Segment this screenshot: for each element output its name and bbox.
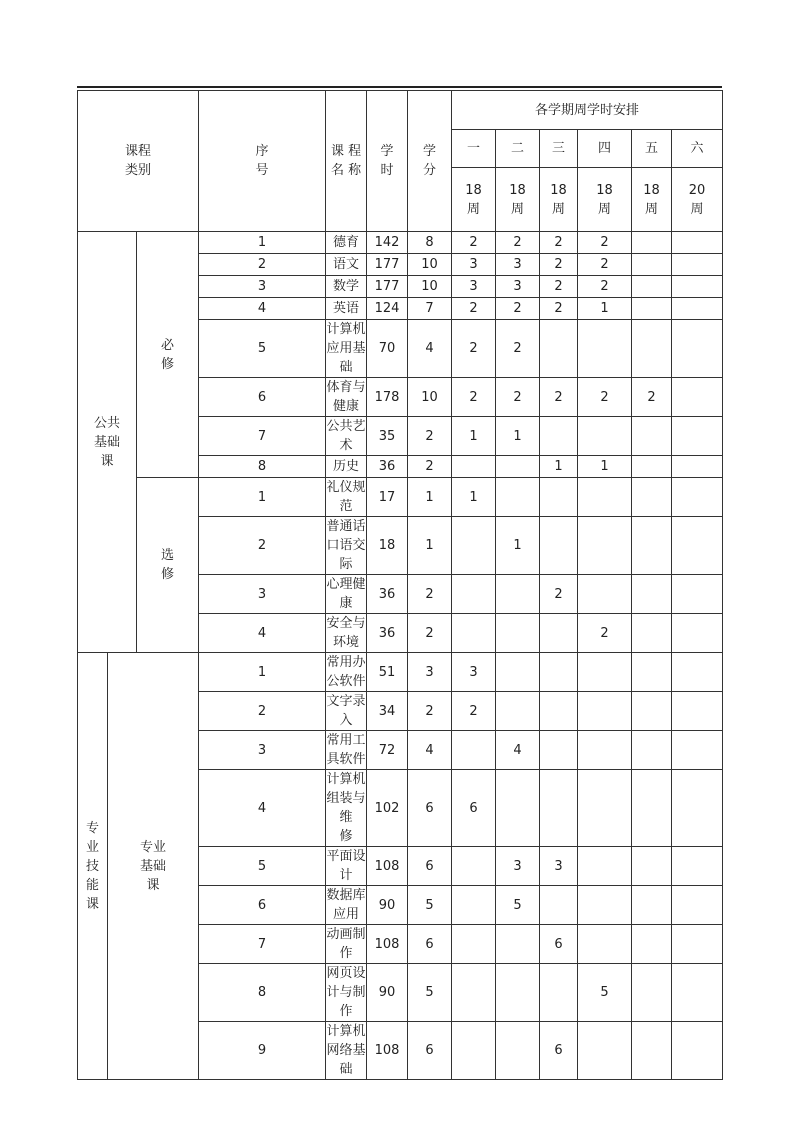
course-name: 体育与健康: [326, 378, 367, 417]
semester-2-hours: [496, 653, 540, 692]
semester-3-hours: 1: [540, 456, 578, 478]
course-credits: 7: [408, 298, 452, 320]
semester-2-hours: [496, 692, 540, 731]
course-seq: 5: [199, 320, 326, 378]
course-hours: 72: [367, 731, 408, 770]
semester-1-hours: 3: [452, 276, 496, 298]
course-seq: 2: [199, 692, 326, 731]
course-seq: 9: [199, 1022, 326, 1080]
semester-5-hours: [632, 478, 672, 517]
course-seq: 8: [199, 964, 326, 1022]
semester-2-hours: 4: [496, 731, 540, 770]
semester-5-hours: [632, 964, 672, 1022]
semester-3-hours: [540, 614, 578, 653]
semester-3-hours: 2: [540, 232, 578, 254]
semester-5-hours: [632, 886, 672, 925]
course-credits: 2: [408, 692, 452, 731]
semester-6-hours: [672, 886, 723, 925]
semester-3-hours: 2: [540, 276, 578, 298]
course-name: 计算机网络基础: [326, 1022, 367, 1080]
semester-1-hours: [452, 847, 496, 886]
semester-4-header: 四: [578, 130, 632, 168]
semester-4-hours: [578, 847, 632, 886]
semester-6-hours: [672, 517, 723, 575]
semester-6-hours: [672, 925, 723, 964]
semester-6-hours: [672, 320, 723, 378]
semester-5-hours: [632, 320, 672, 378]
semester-2-hours: 3: [496, 847, 540, 886]
course-credits: 5: [408, 886, 452, 925]
course-hours: 124: [367, 298, 408, 320]
semester-1-hours: 1: [452, 417, 496, 456]
semester-2-hours: 2: [496, 232, 540, 254]
semester-6-hours: [672, 575, 723, 614]
semester-1-hours: 2: [452, 692, 496, 731]
semester-3-hours: [540, 886, 578, 925]
semester-5-weeks: 18 周: [632, 168, 672, 232]
course-hours: 177: [367, 276, 408, 298]
semester-3-hours: 2: [540, 254, 578, 276]
semester-2-hours: [496, 456, 540, 478]
semester-4-hours: 2: [578, 276, 632, 298]
semester-1-hours: 2: [452, 232, 496, 254]
semester-2-hours: [496, 925, 540, 964]
course-hours: 108: [367, 1022, 408, 1080]
semester-6-hours: [672, 731, 723, 770]
semester-4-hours: [578, 320, 632, 378]
semester-2-hours: 5: [496, 886, 540, 925]
course-credits: 2: [408, 456, 452, 478]
semester-6-hours: [672, 653, 723, 692]
semester-4-hours: [578, 692, 632, 731]
course-name: 数据库应用: [326, 886, 367, 925]
semester-5-hours: [632, 517, 672, 575]
header-hours: 学 时: [367, 91, 408, 232]
semester-4-hours: 1: [578, 456, 632, 478]
course-row: [78, 653, 723, 692]
course-name: 计算机组装与维 修: [326, 770, 367, 847]
semester-5-hours: [632, 731, 672, 770]
course-credits: 4: [408, 731, 452, 770]
semester-5-hours: [632, 847, 672, 886]
semester-4-hours: [578, 1022, 632, 1080]
semester-3-hours: 6: [540, 925, 578, 964]
semester-4-hours: [578, 925, 632, 964]
course-credits: 10: [408, 276, 452, 298]
course-credits: 10: [408, 254, 452, 276]
semester-2-weeks: 18 周: [496, 168, 540, 232]
course-credits: 1: [408, 517, 452, 575]
semester-6-weeks: 20 周: [672, 168, 723, 232]
semester-1-hours: [452, 964, 496, 1022]
semester-1-hours: [452, 925, 496, 964]
semester-5-hours: [632, 298, 672, 320]
semester-5-hours: [632, 1022, 672, 1080]
semester-4-hours: [578, 731, 632, 770]
course-seq: 4: [199, 614, 326, 653]
semester-2-header: 二: [496, 130, 540, 168]
semester-3-weeks: 18 周: [540, 168, 578, 232]
semester-6-hours: [672, 456, 723, 478]
compulsory-subcategory: 必 修: [137, 232, 199, 478]
semester-4-hours: 1: [578, 298, 632, 320]
course-hours: 90: [367, 964, 408, 1022]
semester-6-header: 六: [672, 130, 723, 168]
course-name: 数学: [326, 276, 367, 298]
semester-1-hours: 3: [452, 653, 496, 692]
course-seq: 1: [199, 478, 326, 517]
semester-6-hours: [672, 964, 723, 1022]
semester-1-hours: 3: [452, 254, 496, 276]
semester-6-hours: [672, 254, 723, 276]
semester-4-weeks: 18 周: [578, 168, 632, 232]
course-credits: 6: [408, 847, 452, 886]
public-basic-category: 公共 基础 课: [78, 232, 137, 653]
semester-6-hours: [672, 478, 723, 517]
semester-4-hours: [578, 770, 632, 847]
course-hours: 108: [367, 847, 408, 886]
semester-4-hours: 2: [578, 614, 632, 653]
header-category: 课程 类别: [78, 91, 199, 232]
course-hours: 178: [367, 378, 408, 417]
course-hours: 51: [367, 653, 408, 692]
course-credits: 4: [408, 320, 452, 378]
semester-1-hours: 2: [452, 378, 496, 417]
semester-1-hours: [452, 731, 496, 770]
semester-3-hours: 3: [540, 847, 578, 886]
semester-6-hours: [672, 847, 723, 886]
semester-1-weeks: 18 周: [452, 168, 496, 232]
course-name: 普通话口语交际: [326, 517, 367, 575]
top-rule: [77, 86, 722, 88]
semester-5-hours: [632, 456, 672, 478]
course-hours: 70: [367, 320, 408, 378]
semester-1-hours: 2: [452, 298, 496, 320]
semester-1-hours: 6: [452, 770, 496, 847]
professional-category: 专 业 技 能 课: [78, 653, 108, 1080]
course-seq: 4: [199, 298, 326, 320]
semester-4-hours: [578, 886, 632, 925]
semester-1-hours: 1: [452, 478, 496, 517]
course-hours: 177: [367, 254, 408, 276]
course-name: 文字录入: [326, 692, 367, 731]
semester-2-hours: [496, 614, 540, 653]
course-seq: 7: [199, 925, 326, 964]
course-name: 安全与环境: [326, 614, 367, 653]
semester-2-hours: 1: [496, 517, 540, 575]
course-credits: 6: [408, 925, 452, 964]
course-credits: 6: [408, 770, 452, 847]
semester-5-hours: [632, 614, 672, 653]
semester-6-hours: [672, 1022, 723, 1080]
semester-3-hours: [540, 692, 578, 731]
course-seq: 1: [199, 653, 326, 692]
course-seq: 3: [199, 276, 326, 298]
semester-3-hours: [540, 478, 578, 517]
semester-4-hours: [578, 517, 632, 575]
course-hours: 36: [367, 614, 408, 653]
semester-1-hours: [452, 1022, 496, 1080]
course-seq: 6: [199, 378, 326, 417]
course-name: 网页设计与制作: [326, 964, 367, 1022]
course-credits: 10: [408, 378, 452, 417]
elective-subcategory: 选 修: [137, 478, 199, 653]
semester-1-hours: [452, 456, 496, 478]
semester-3-hours: [540, 417, 578, 456]
semester-6-hours: [672, 770, 723, 847]
course-hours: 108: [367, 925, 408, 964]
course-credits: 2: [408, 417, 452, 456]
semester-6-hours: [672, 276, 723, 298]
course-credits: 6: [408, 1022, 452, 1080]
course-name: 德育: [326, 232, 367, 254]
course-hours: 34: [367, 692, 408, 731]
curriculum-table: [77, 90, 723, 1080]
semester-4-hours: [578, 478, 632, 517]
semester-3-hours: [540, 731, 578, 770]
course-name: 常用办公软件: [326, 653, 367, 692]
course-seq: 3: [199, 575, 326, 614]
course-name: 语文: [326, 254, 367, 276]
semester-1-hours: 2: [452, 320, 496, 378]
semester-3-hours: [540, 770, 578, 847]
semester-5-hours: [632, 770, 672, 847]
course-hours: 35: [367, 417, 408, 456]
course-row: [78, 232, 723, 254]
course-name: 历史: [326, 456, 367, 478]
semester-3-hours: [540, 320, 578, 378]
course-name: 动画制作: [326, 925, 367, 964]
course-hours: 142: [367, 232, 408, 254]
semester-2-hours: 2: [496, 298, 540, 320]
course-seq: 6: [199, 886, 326, 925]
semester-3-hours: 2: [540, 575, 578, 614]
semester-4-hours: 5: [578, 964, 632, 1022]
course-hours: 90: [367, 886, 408, 925]
semester-4-hours: [578, 575, 632, 614]
semester-3-hours: 2: [540, 298, 578, 320]
semester-5-hours: [632, 575, 672, 614]
semester-6-hours: [672, 232, 723, 254]
semester-2-hours: 3: [496, 276, 540, 298]
semester-1-hours: [452, 575, 496, 614]
semester-2-hours: [496, 1022, 540, 1080]
course-seq: 4: [199, 770, 326, 847]
course-hours: 17: [367, 478, 408, 517]
course-seq: 8: [199, 456, 326, 478]
semester-4-hours: 2: [578, 378, 632, 417]
semester-6-hours: [672, 378, 723, 417]
semester-2-hours: 3: [496, 254, 540, 276]
semester-2-hours: 1: [496, 417, 540, 456]
semester-5-hours: [632, 925, 672, 964]
course-seq: 1: [199, 232, 326, 254]
semester-1-header: 一: [452, 130, 496, 168]
course-hours: 18: [367, 517, 408, 575]
semester-2-hours: [496, 478, 540, 517]
semester-5-hours: [632, 254, 672, 276]
header-seq: 序 号: [199, 91, 326, 232]
semester-4-hours: 2: [578, 254, 632, 276]
course-row: [78, 478, 723, 517]
semester-5-header: 五: [632, 130, 672, 168]
semester-2-hours: [496, 770, 540, 847]
semester-5-hours: [632, 692, 672, 731]
course-credits: 5: [408, 964, 452, 1022]
semester-6-hours: [672, 298, 723, 320]
semester-2-hours: [496, 964, 540, 1022]
semester-5-hours: [632, 653, 672, 692]
semester-4-hours: [578, 417, 632, 456]
course-name: 心理健康: [326, 575, 367, 614]
course-seq: 2: [199, 517, 326, 575]
course-name: 常用工具软件: [326, 731, 367, 770]
course-credits: 1: [408, 478, 452, 517]
course-name: 平面设计: [326, 847, 367, 886]
header-schedule: 各学期周学时安排: [452, 91, 723, 130]
semester-2-hours: [496, 575, 540, 614]
course-seq: 2: [199, 254, 326, 276]
semester-5-hours: [632, 232, 672, 254]
semester-3-hours: 2: [540, 378, 578, 417]
course-name: 礼仪规范: [326, 478, 367, 517]
header-name: 课 程 名 称: [326, 91, 367, 232]
course-name: 计算机应用基础: [326, 320, 367, 378]
semester-3-hours: [540, 517, 578, 575]
course-credits: 3: [408, 653, 452, 692]
semester-3-hours: [540, 964, 578, 1022]
course-hours: 36: [367, 575, 408, 614]
semester-1-hours: [452, 517, 496, 575]
semester-1-hours: [452, 886, 496, 925]
course-credits: 2: [408, 575, 452, 614]
course-seq: 3: [199, 731, 326, 770]
course-hours: 102: [367, 770, 408, 847]
course-name: 英语: [326, 298, 367, 320]
semester-2-hours: 2: [496, 320, 540, 378]
semester-2-hours: 2: [496, 378, 540, 417]
semester-3-hours: 6: [540, 1022, 578, 1080]
semester-5-hours: 2: [632, 378, 672, 417]
course-seq: 5: [199, 847, 326, 886]
course-credits: 8: [408, 232, 452, 254]
semester-5-hours: [632, 417, 672, 456]
semester-1-hours: [452, 614, 496, 653]
professional-basic-subcategory: 专业 基础 课: [108, 653, 199, 1080]
semester-6-hours: [672, 692, 723, 731]
semester-5-hours: [632, 276, 672, 298]
semester-6-hours: [672, 614, 723, 653]
course-hours: 36: [367, 456, 408, 478]
semester-4-hours: 2: [578, 232, 632, 254]
course-seq: 7: [199, 417, 326, 456]
semester-4-hours: [578, 653, 632, 692]
course-credits: 2: [408, 614, 452, 653]
course-name: 公共艺术: [326, 417, 367, 456]
semester-6-hours: [672, 417, 723, 456]
header-credits: 学 分: [408, 91, 452, 232]
semester-3-hours: [540, 653, 578, 692]
semester-3-header: 三: [540, 130, 578, 168]
